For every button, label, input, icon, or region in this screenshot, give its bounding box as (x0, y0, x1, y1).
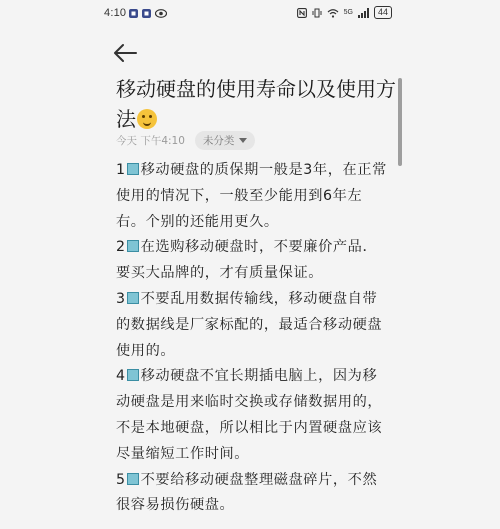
paragraph-number: 5 (116, 471, 126, 488)
battery-indicator: 44 (374, 6, 392, 19)
thinking-face-icon (137, 109, 157, 129)
eye-icon (155, 9, 167, 18)
paragraph-number: 4 (116, 368, 126, 385)
category-label: 未分类 (202, 134, 235, 147)
paragraph-text: 移动硬盘的质保期一般是3年，在正常使用的情况下，一般至少能用到6年左右。个别的还能用更久。 (116, 162, 387, 230)
note-title-text: 移动硬盘的使用寿命以及使用方法 (116, 77, 396, 131)
paragraph-text: 移动硬盘不宜长期插电脑上，因为移动硬盘是用来临时交换或存储数据用的，不是本地硬盘，所以相比于内置硬盘应该尽量缩短工作时间。 (116, 368, 383, 462)
network-label: 5G (343, 9, 353, 16)
note-paragraph (116, 235, 391, 287)
scrollbar-thumb[interactable] (398, 78, 402, 166)
caret-down-icon (239, 138, 247, 143)
note-title (116, 74, 396, 134)
note-meta (116, 130, 255, 150)
category-dropdown[interactable] (195, 131, 256, 150)
signal-icon (358, 8, 369, 18)
notification-icon (129, 9, 138, 18)
square-bullet-icon (127, 292, 139, 304)
square-bullet-icon (127, 369, 139, 381)
note-paragraph (116, 158, 391, 235)
status-time: 4:10 (104, 7, 127, 19)
paragraph-text: 不要给移动硬盘整理磁盘碎片，不然很容易损伤硬盘。 (116, 471, 378, 514)
note-date: 今天 下午4:10 (116, 134, 185, 147)
status-bar (0, 0, 500, 28)
note-paragraph (116, 468, 391, 520)
note-paragraph (116, 287, 391, 364)
note-paragraph (116, 364, 391, 467)
square-bullet-icon (127, 240, 139, 252)
notification-icon (142, 9, 151, 18)
vibrate-icon (312, 8, 322, 18)
status-right (297, 6, 392, 19)
square-bullet-icon (127, 163, 139, 175)
note-body[interactable] (116, 158, 391, 519)
paragraph-number: 3 (116, 290, 126, 307)
paragraph-text: 不要乱用数据传输线，移动硬盘自带的数据线是厂家标配的，最适合移动硬盘使用的。 (116, 290, 383, 359)
paragraph-text: 在选购移动硬盘时，不要廉价产品．要买大品牌的，才有质量保证。 (116, 239, 378, 282)
back-arrow-icon[interactable] (112, 42, 138, 64)
paragraph-number: 2 (116, 239, 126, 256)
nfc-icon (297, 8, 307, 18)
paragraph-number: 1 (116, 162, 126, 178)
square-bullet-icon (127, 473, 139, 485)
wifi-icon (327, 8, 339, 18)
